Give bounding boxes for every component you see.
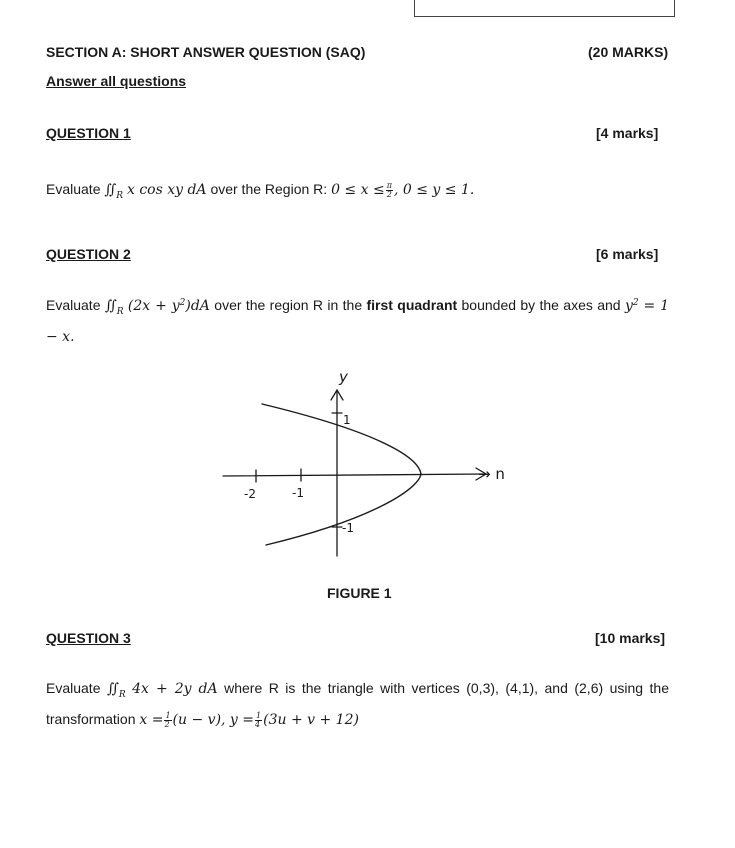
question-3-text xyxy=(46,676,669,732)
tick-label-y-minus-1: -1 xyxy=(342,521,354,535)
q2-integrand: $(2x + y^2)dA$ xyxy=(127,298,210,314)
x-axis xyxy=(223,474,486,476)
q2-text-b: bounded by the axes and xyxy=(461,297,621,313)
y-axis-label: y xyxy=(339,368,348,386)
q3-integrand: 4x + 2y dA xyxy=(132,681,218,697)
question-1-heading: QUESTION 1 xyxy=(46,125,131,141)
section-title: SECTION A: SHORT ANSWER QUESTION (SAQ) xyxy=(46,44,366,60)
q3-fraction-2: $\frac{1}{4}$ xyxy=(255,710,262,729)
q3-line2-a: transformation xyxy=(46,711,136,727)
question-2-marks: [6 marks] xyxy=(596,246,659,262)
q3-x-eq: x = xyxy=(139,712,164,728)
q2-text-a: over the region R in the xyxy=(214,297,363,313)
q3-fraction-1: $\frac{1}{2}$ xyxy=(164,710,171,729)
question-1-marks: [4 marks] xyxy=(596,125,659,141)
q1-mid: over the Region R: xyxy=(210,181,328,197)
q3-text-a: where R is the triangle with vertices (0,3), (4,1), and (2,6) using the xyxy=(224,680,670,696)
q1-bounds-b: , 0 ≤ y ≤ 1. xyxy=(393,182,475,198)
q2-curve: $y^2 = 1 - x$. xyxy=(46,298,670,345)
double-integral-symbol: ∬ xyxy=(104,298,117,314)
section-marks: (20 MARKS) xyxy=(588,44,669,60)
double-integral-symbol: ∬ xyxy=(106,681,119,697)
q2-bold: first quadrant xyxy=(366,297,458,313)
q1-lead: Evaluate xyxy=(46,181,101,197)
q1-fraction: $\frac{\pi}{2}$ xyxy=(386,180,392,199)
figure-caption: FIGURE 1 xyxy=(327,585,392,601)
q3-lead: Evaluate xyxy=(46,680,101,696)
region-subscript: R xyxy=(116,191,124,201)
q3-y-rest: (3u + v + 12) xyxy=(263,712,359,728)
q1-bounds-a: 0 ≤ x ≤ xyxy=(331,182,385,198)
double-integral-symbol: ∬ xyxy=(104,182,117,198)
section-instruction: Answer all questions xyxy=(46,73,187,89)
x-axis-label: → n xyxy=(478,465,505,483)
tick-label-x-minus-2: -2 xyxy=(244,487,256,501)
question-2-heading: QUESTION 2 xyxy=(46,246,131,262)
tick-label-x-minus-1: -1 xyxy=(292,486,304,500)
q2-lead: Evaluate xyxy=(46,297,101,313)
question-3-marks: [10 marks] xyxy=(595,630,666,646)
q3-x-rest: (u − v), y = xyxy=(172,712,255,728)
tick-label-y-plus-1: 1 xyxy=(343,413,351,427)
region-subscript: R xyxy=(118,690,126,700)
question-3-heading: QUESTION 3 xyxy=(46,630,131,646)
q1-integrand: x cos xy dA xyxy=(126,182,207,198)
region-subscript: R xyxy=(116,307,124,317)
